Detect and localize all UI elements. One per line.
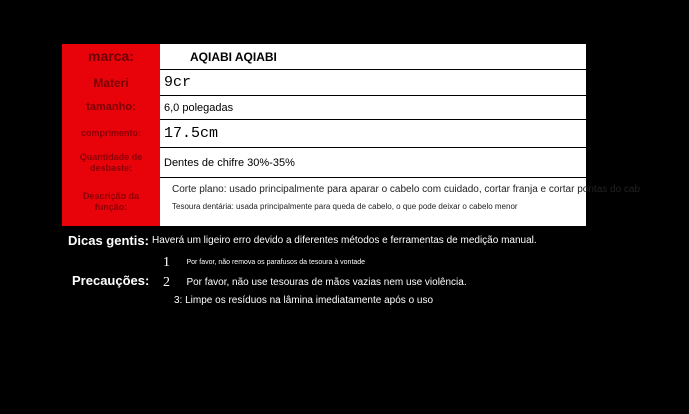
thinning-text: Dentes de chifre 30%-35%	[164, 156, 295, 169]
thinning-label: Quantidade de desbaste:	[62, 148, 160, 178]
function-value	[160, 178, 641, 226]
material-label: Materi	[62, 70, 160, 96]
brand-label: marca:	[62, 44, 160, 70]
size-text: 6,0 polegadas	[164, 101, 234, 114]
material-text: 9cr	[164, 74, 192, 91]
material-value	[160, 70, 586, 96]
precautions-label: Precauções:	[72, 273, 150, 288]
thinning-value	[160, 148, 586, 178]
size-label: tamanho:	[62, 96, 160, 120]
spec-row-length	[62, 120, 586, 148]
length-label: comprimento:	[62, 120, 160, 148]
precaution-item-1	[163, 253, 365, 271]
length-text: 17.5cm	[164, 125, 219, 142]
spec-row-brand	[62, 44, 586, 70]
spec-row-function	[62, 178, 641, 226]
spec-row-material	[62, 70, 586, 96]
precaution-item-3: 3: Limpe os resíduos na lâmina imediatamente após o uso	[174, 295, 434, 306]
brand-value	[160, 44, 586, 70]
size-value	[160, 96, 586, 120]
tips-label: Dicas gentis:	[68, 233, 149, 248]
length-value	[160, 120, 586, 148]
precaution-number-1: 1	[163, 255, 170, 270]
function-label: Descrição da função:	[62, 178, 160, 226]
precaution-item-2	[163, 273, 467, 291]
precaution-text-1: Por favor, não remova os parafusos da tesoura à vontade	[186, 259, 366, 266]
tips-text: Haverá um ligeiro erro devido a diferentes métodos e ferramentas de medição manual.	[152, 235, 537, 246]
function-line-flat-cut: Corte plano: usado principalmente para aparar o cabelo com cuidado, cortar franja e cortar pontas do cab	[172, 184, 641, 195]
spec-row-thinning	[62, 148, 586, 178]
precaution-number-2: 2	[163, 275, 170, 290]
precaution-text-2: Por favor, não use tesouras de mãos vazias nem use violência.	[186, 277, 467, 288]
function-line-thinning: Tesoura dentária: usada principalmente para queda de cabelo, o que pode deixar o cabelo menor	[172, 202, 518, 211]
brand-text: AQIABI AQIABI	[190, 49, 277, 64]
spec-row-size	[62, 96, 586, 120]
